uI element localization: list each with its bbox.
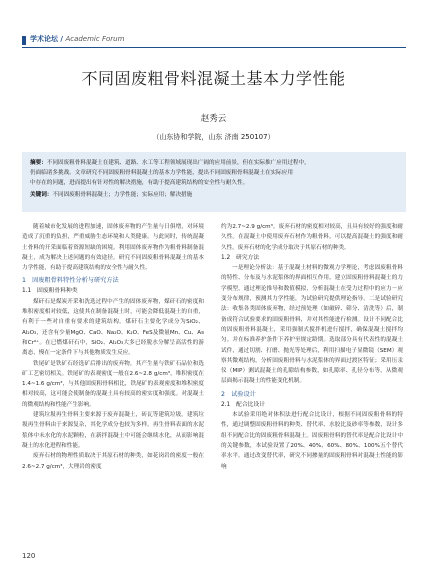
paragraph-waste-stone: 废弃石材的物理性质取决于其原石材的种类，如花岗岩的密度一般在2.6~2.7 g/cm³，大理岩的密度 — [22, 453, 204, 470]
paragraph-recycled-aggregate: 建筑垃圾再生骨料主要来源于废弃混凝土，砖瓦等建筑垃圾。建筑垃圾再生骨料由于来源复杂，其化学成分也较为多样。再生骨料表面的水泥浆体中未水化的水泥颗粒，在新拌混凝土中可能会继续水化，从而影响混凝土的水化进程和性能。 — [22, 412, 204, 449]
abstract-label: 摘要： — [30, 160, 47, 166]
subsection-heading-1-2: 1.2 研究方法 — [221, 254, 260, 261]
abstract-line-1: 摘要：不同固废粗骨料混凝土在建筑、道路、水工等工程领域展现出广阔的应用前景，但在实际推广应用过程中， — [30, 160, 310, 166]
keywords-label: 关键词： — [30, 192, 53, 198]
journal-header — [22, 33, 406, 47]
header-rule — [22, 47, 406, 48]
author-affiliation: （山东协和学院，山东 济南 250107） — [152, 133, 275, 141]
left-column — [22, 222, 204, 472]
author-name: 赵秀云 — [200, 114, 227, 124]
page-number: 120 — [22, 552, 36, 560]
section-heading-2: 2 试验设计 — [221, 390, 256, 398]
subsection-heading-2-1: 2.1 配合比设计 — [221, 401, 266, 408]
keywords-text: 不同固废粗骨料混凝土；力学性能；实际应用；解决措施 — [52, 192, 193, 198]
subsection-heading-1-1: 1.1 固废粗骨料种类 — [22, 288, 78, 295]
paragraph-mix-design: 本试验采用绝对体积法进行配合比设计，根据不同固废粗骨料的特性，通过调整固废粗骨料的种类、替代率、水胶比及砂率等参数，设计多组不同配合比的固废粗骨料混凝土。固废粗骨料的替代率是配合比设计中的关键参数，本试验设置了20%、40%、60%、80%、100%五个替代率水平。通过改变替代率，研究不同掺量的固废粗骨料对混凝土性能的影响 — [221, 412, 403, 470]
right-column — [221, 222, 403, 472]
section-label: 学术论坛 / Academic Forum — [30, 35, 125, 43]
abstract-line-2: 仍面临诸多挑战。文章研究不同固废粗骨料混凝土的基本力学性能，提出不同固废粗骨料混凝土在实际应用 — [30, 170, 293, 176]
keywords-line — [30, 191, 400, 201]
section-label-en: Academic Forum — [65, 35, 125, 43]
abstract-box — [22, 152, 406, 212]
header-accent-bar — [22, 36, 26, 45]
paragraph-iron-tailings: 铁尾矿是铁矿石经选矿后排出的废弃物，其产生量与铁矿石品位和选矿工艺密切相关。铁尾矿的表观密度一般在2.6~2.8 g/cm³，堆积密度在1.4~1.6 g/cm³，与其他固废粗骨料相比，铁尾矿的表观密度和堆积密度相对较高，这可能会使制备的混凝土具有较高的密实度和强度。对混凝土的微观结构和性能产生影响。 — [22, 360, 204, 408]
section-label-cn: 学术论坛 — [30, 35, 58, 43]
paragraph-methods: 一是理论分析法：基于混凝土材料的微观力学理论，考虑固废粗骨料的特性、分布及与水泥浆体的界面相互作用，建立固废粗骨料混凝土的力学模型，通过理论推导和数值模拟，分析混凝土在受力过程中的应力－应变分布规律，预测其力学性能，为试验研究提供理论指导。二是试验研究法：收集各类固体废弃物，经过预处理（如破碎、筛分、清洗等）后，制备成符合试验要求的固废粗骨料，并对其性能进行检测。设计不同配合比的固废粗骨料混凝土，采用强制式搅拌机进行搅拌，确保混凝土搅拌均匀。并在标准养护条件下养护至规定龄期。选取部分具有代表性的混凝土试件，通过切割、打磨、抛光等处理后，利用扫描电子显微镜（SEM）观察其微观结构，分析固废粗骨料与水泥浆体的界面过渡区特征；采用压汞仪（MIP）测试混凝土的孔隙结构参数，如孔隙率、孔径分布等，从微观层面揭示混凝土的性能变化机制。 — [221, 265, 403, 385]
abstract-line-3: 中存在的问题，进而提出有针对性的解决措施，有助于提高建筑结构的安全性与耐久性。 — [30, 180, 249, 186]
paragraph-continued: 约为2.7~2.9 g/cm³。废弃石材的密度相对较高，且具有较好的强度和耐久性。在混凝土中使用废弃石材作为粗骨料，可以提高混凝土的强度和耐久性。废弃石材的化学成分取决于其原石材的种类。 — [221, 224, 403, 251]
section-heading-1: 1 固废粗骨料特性分析与研究方法 — [22, 277, 119, 285]
paragraph-coal-gangue: 煤矸石是煤炭开采和洗选过程中产生的固体废弃物，煤矸石的密度和堆积密度相对较低，这使其在制备混凝土时，可能会降低混凝土的自重，有利于一些对自重有要求的建筑结构。煤矸石主要化学成分为SiO₂、Al₂O₃，还含有少量MgO、CaO、Na₂O、K₂O、FeS及微量Mn、Cu、As和Cr⁶⁺。在已燃煤矸石中，SiO₂、Al₂O₃大多已经脱水分解呈高活性的游离态，慢在一定条件下与其他物质发生反应。 — [22, 298, 204, 357]
intro-paragraph: 随着城市化发展的进程加速，固体废弃物的产生量与日俱增，对环境造成了沉重的负担，严重威胁生态环境和人类健康。与此同时，传统混凝土骨料的开采面临着资源短缺的困境。利用固体废弃物作为粗骨料制备混凝土，成为解决上述问题的有效途径。研究不同固废粗骨料混凝土的基本力学性能，有助于提高建筑结构的安全性与耐久性。 — [22, 224, 204, 272]
article-title: 不同固废粗骨料混凝土基本力学性能 — [81, 69, 346, 88]
